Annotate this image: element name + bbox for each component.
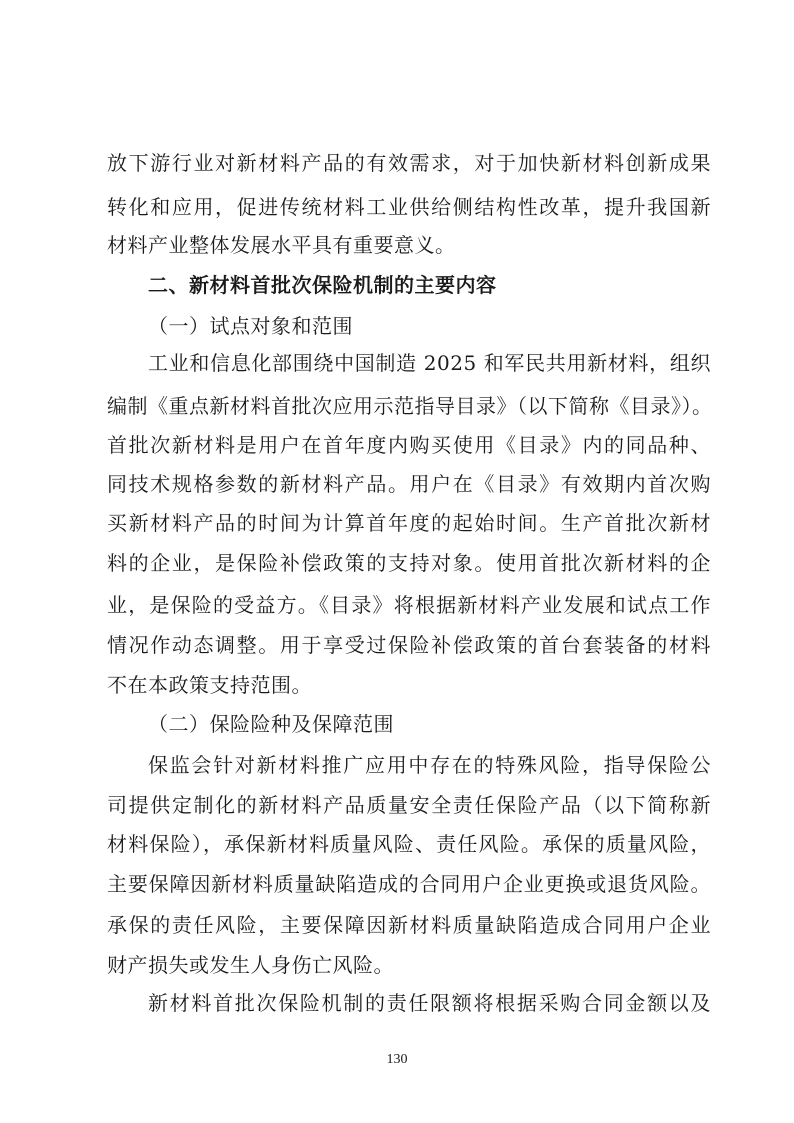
body-text-line: 买新材料产品的时间为计算首年度的起始时间。生产首批次新材	[107, 511, 711, 535]
body-text-line: 放下游行业对新材料产品的有效需求，对于加快新材料创新成果	[107, 151, 711, 175]
body-text-line: 编制《重点新材料首批次应用示范指导目录》（以下简称《目录》）。	[107, 394, 713, 418]
body-text-line: 材料保险），承保新材料质量风险、责任风险。承保的质量风险，	[107, 832, 711, 856]
subsection-heading: （一）试点对象和范围	[148, 314, 353, 338]
body-text-line: 首批次新材料是用户在首年度内购买使用《目录》内的同品种、	[107, 433, 711, 457]
body-text-line: 业，是保险的受益方。《目录》将根据新材料产业发展和试点工作	[107, 593, 711, 617]
body-text-line: 转化和应用，促进传统材料工业供给侧结构性改革，提升我国新	[107, 195, 711, 219]
body-text-line: 不在本政策支持范围。	[107, 673, 312, 697]
page-number: 130	[386, 1052, 408, 1067]
body-text-line: 同技术规格参数的新材料产品。用户在《目录》有效期内首次购	[107, 472, 711, 496]
body-text-line: 情况作动态调整。用于享受过保险补偿政策的首台套装备的材料	[107, 633, 711, 657]
body-text-line: 材料产业整体发展水平具有重要意义。	[107, 233, 456, 257]
body-text-line: 保监会针对新材料推广应用中存在的特殊风险，指导保险公	[148, 753, 711, 777]
body-text-line: 财产损失或发生人身伤亡风险。	[107, 953, 394, 977]
body-text-line: 新材料首批次保险机制的责任限额将根据采购合同金额以及	[148, 991, 711, 1015]
body-text-line: 主要保障因新材料质量缺陷造成的合同用户企业更换或退货风险。	[107, 872, 711, 896]
body-text-line: 承保的责任风险，主要保障因新材料质量缺陷造成合同用户企业	[107, 913, 711, 937]
body-text-line: 司提供定制化的新材料产品质量安全责任保险产品（以下简称新	[107, 793, 711, 817]
subsection-heading: （二）保险险种及保障范围	[148, 712, 394, 736]
body-text-line: 工业和信息化部围绕中国制造 2025 和军民共用新材料，组织	[148, 351, 711, 375]
section-heading: 二、新材料首批次保险机制的主要内容	[148, 273, 497, 297]
body-text-line: 料的企业，是保险补偿政策的支持对象。使用首批次新材料的企	[107, 551, 711, 575]
